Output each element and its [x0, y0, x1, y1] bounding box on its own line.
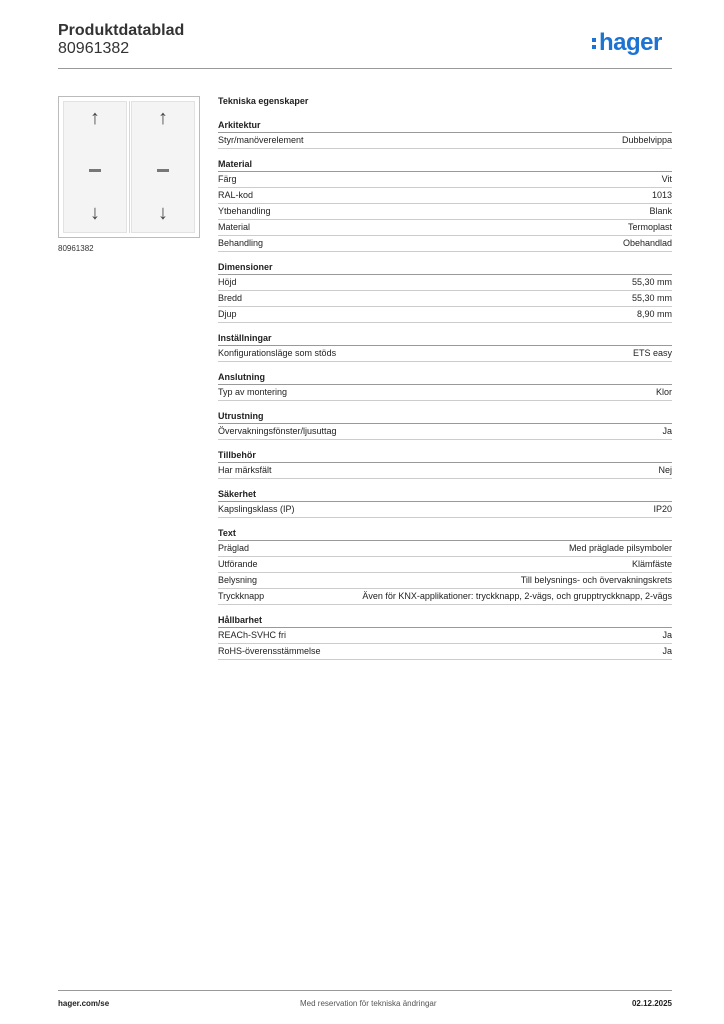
- spec-key: Har märksfält: [218, 465, 272, 475]
- section-title: Hållbarhet: [218, 615, 672, 628]
- spec-key: Präglad: [218, 543, 250, 553]
- spec-key: Material: [218, 222, 251, 232]
- spec-key: Konfigurationsläge som stöds: [218, 348, 337, 358]
- specs-heading: Tekniska egenskaper: [218, 96, 309, 106]
- spec-row: [218, 236, 672, 252]
- spec-key: Belysning: [218, 575, 258, 585]
- spec-key: RoHS-överensstämmelse: [218, 646, 321, 656]
- arrow-down-icon: ↓: [158, 202, 168, 224]
- section-title: Anslutning: [218, 372, 672, 385]
- spec-row: [218, 628, 672, 644]
- section-title: Säkerhet: [218, 489, 672, 502]
- spec-value: Ja: [662, 646, 672, 656]
- section-title: Text: [218, 528, 672, 541]
- spec-row: [218, 463, 672, 479]
- spec-key: Typ av montering: [218, 387, 288, 397]
- spec-row: [218, 644, 672, 660]
- section-title: Inställningar: [218, 333, 672, 346]
- section-text: [218, 528, 672, 605]
- spec-value: Ja: [662, 426, 672, 436]
- indicator-bar-icon: [89, 169, 101, 172]
- spec-key: Utförande: [218, 559, 258, 569]
- spec-value: Dubbelvippa: [621, 135, 672, 145]
- spec-key: REACh-SVHC fri: [218, 630, 287, 640]
- spec-key: Ytbehandling: [218, 206, 271, 216]
- section-installningar: [218, 333, 672, 362]
- image-caption: 80961382: [58, 244, 94, 253]
- spec-value: Ja: [662, 630, 672, 640]
- spec-value: Blank: [649, 206, 672, 216]
- spec-row: [218, 188, 672, 204]
- spec-row: [218, 291, 672, 307]
- rocker-divider: [129, 101, 130, 233]
- section-utrustning: [218, 411, 672, 440]
- spec-value: Obehandlad: [622, 238, 672, 248]
- section-hallbarhet: [218, 615, 672, 660]
- spec-row: [218, 385, 672, 401]
- section-anslutning: [218, 372, 672, 401]
- section-title: Arkitektur: [218, 120, 672, 133]
- spec-value: Med präglade pilsymboler: [568, 543, 672, 553]
- spec-row: [218, 133, 672, 149]
- spec-key: RAL-kod: [218, 190, 254, 200]
- indicator-bar-icon: [157, 169, 169, 172]
- spec-row: [218, 573, 672, 589]
- footer-divider: [58, 990, 672, 991]
- spec-key: Färg: [218, 174, 237, 184]
- spec-value: Även för KNX-applikationer: tryckknapp, 2-vägs, och grupptryckknapp, 2-vägs: [362, 591, 672, 601]
- spec-value: Klor: [655, 387, 672, 397]
- logo-dots-icon: [592, 38, 596, 49]
- spec-row: [218, 557, 672, 573]
- right-rocker: [131, 101, 195, 233]
- spec-row: [218, 502, 672, 518]
- product-number: 80961382: [58, 40, 130, 57]
- spec-row: [218, 346, 672, 362]
- spec-row: [218, 424, 672, 440]
- spec-value: Nej: [658, 465, 672, 475]
- footer-website: hager.com/se: [58, 999, 110, 1008]
- arrow-down-icon: ↓: [90, 202, 100, 224]
- section-arkitektur: [218, 120, 672, 149]
- footer-date: 02.12.2025: [631, 999, 672, 1008]
- section-title: Material: [218, 159, 672, 172]
- spec-value: IP20: [653, 504, 672, 514]
- spec-value: Till belysnings- och övervakningskrets: [520, 575, 672, 585]
- logo-text: hager: [599, 29, 662, 56]
- spec-row: [218, 220, 672, 236]
- product-image: [58, 96, 200, 238]
- spec-key: Övervakningsfönster/ljusuttag: [218, 426, 337, 436]
- spec-value: 1013: [651, 190, 672, 200]
- spec-row: [218, 204, 672, 220]
- spec-key: Tryckknapp: [218, 591, 265, 601]
- section-dimensioner: [218, 262, 672, 323]
- section-title: Utrustning: [218, 411, 672, 424]
- footer-note: Med reservation för tekniska ändringar: [300, 999, 437, 1008]
- spec-row: [218, 589, 672, 605]
- spec-key: Djup: [218, 309, 237, 319]
- spec-value: Vit: [661, 174, 672, 184]
- section-material: [218, 159, 672, 252]
- spec-row: [218, 307, 672, 323]
- spec-value: Termoplast: [627, 222, 672, 232]
- spec-value: ETS easy: [632, 348, 672, 358]
- left-rocker: [63, 101, 127, 233]
- spec-key: Styr/manöverelement: [218, 135, 304, 145]
- page-title: Produktdatablad: [58, 22, 185, 39]
- spec-value: 8,90 mm: [636, 309, 672, 319]
- spec-row: [218, 541, 672, 557]
- spec-key: Bredd: [218, 293, 243, 303]
- section-tillbehor: [218, 450, 672, 479]
- arrow-up-icon: ↑: [90, 107, 100, 129]
- spec-row: [218, 172, 672, 188]
- header-divider: [58, 68, 672, 69]
- spec-value: 55,30 mm: [631, 293, 672, 303]
- spec-key: Kapslingsklass (IP): [218, 504, 295, 514]
- spec-table: [218, 96, 672, 670]
- spec-value: 55,30 mm: [631, 277, 672, 287]
- arrow-up-icon: ↑: [158, 107, 168, 129]
- section-sakerhet: [218, 489, 672, 518]
- spec-value: Klämfäste: [631, 559, 672, 569]
- spec-key: Höjd: [218, 277, 237, 287]
- section-title: Dimensioner: [218, 262, 672, 275]
- section-title: Tillbehör: [218, 450, 672, 463]
- spec-key: Behandling: [218, 238, 264, 248]
- spec-row: [218, 275, 672, 291]
- hager-logo: [592, 28, 662, 58]
